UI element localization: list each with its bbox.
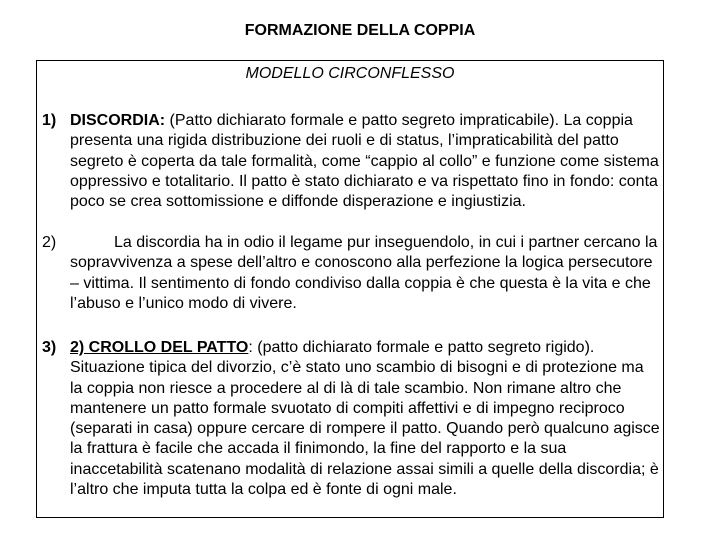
list-item-crollo-del-patto bbox=[42, 338, 660, 500]
item-body: (Patto dichiarato formale e patto segreto impraticabile). La coppia presenta una rigida distribuzione dei ruoli e di status, l’impraticabilità del patto segreto è coperta da tale formalità, come “cappio al collo” e funzione come sistema oppressivo e totalitario. Il patto è stato dichiarato e va rispettato fino in fondo: conta poco se crea sottomissione e diffonde disperazione e ingiustizia. bbox=[70, 112, 659, 211]
list-item-2 bbox=[42, 233, 660, 314]
document-title: FORMAZIONE DELLA COPPIA bbox=[244, 22, 476, 39]
item-lead: 2) CROLLO DEL PATTO bbox=[70, 339, 249, 356]
item-text bbox=[70, 111, 660, 212]
item-number: 1) bbox=[42, 112, 57, 129]
item-body: La discordia ha in odio il legame pur inseguendolo, in cui i partner cercano la sopravvivenza a spese dell’altro e conoscono alla perfezione la logica persecutore – vittima. Il sentimento di fondo condiviso dalla coppia è che questa è la vita e che l’abuso e l’unico modo di vivere. bbox=[70, 234, 658, 312]
item-body: : (patto dichiarato formale e patto segreto rigido). Situazione tipica del divorzio, c’è stato uno scambio di bisogni e di protezione ma la coppia non riesce a procedere al di là di tale scambio. Non rimane altro che mantenere un patto formale svuotato di compiti affettivi e di impegno reciproco (separati in casa) oppure cercare di rompere il patto. Quando però qualcuno agisce la frattura è facile che accada il finimondo, la fine del rapporto e la sua inaccetabilità scatenano modalità di relazione assai simili a quelle della discordia; è l’altro che imputa tutta la colpa ed è fonte di ogni male. bbox=[70, 339, 660, 499]
item-number: 2) bbox=[42, 234, 57, 251]
item-lead: DISCORDIA: bbox=[70, 112, 166, 129]
model-subtitle: MODELLO CIRCONFLESSO bbox=[245, 65, 455, 82]
item-text bbox=[70, 338, 660, 500]
item-number: 3) bbox=[42, 339, 57, 356]
list-item-discordia bbox=[42, 111, 660, 212]
item-text bbox=[70, 233, 660, 314]
